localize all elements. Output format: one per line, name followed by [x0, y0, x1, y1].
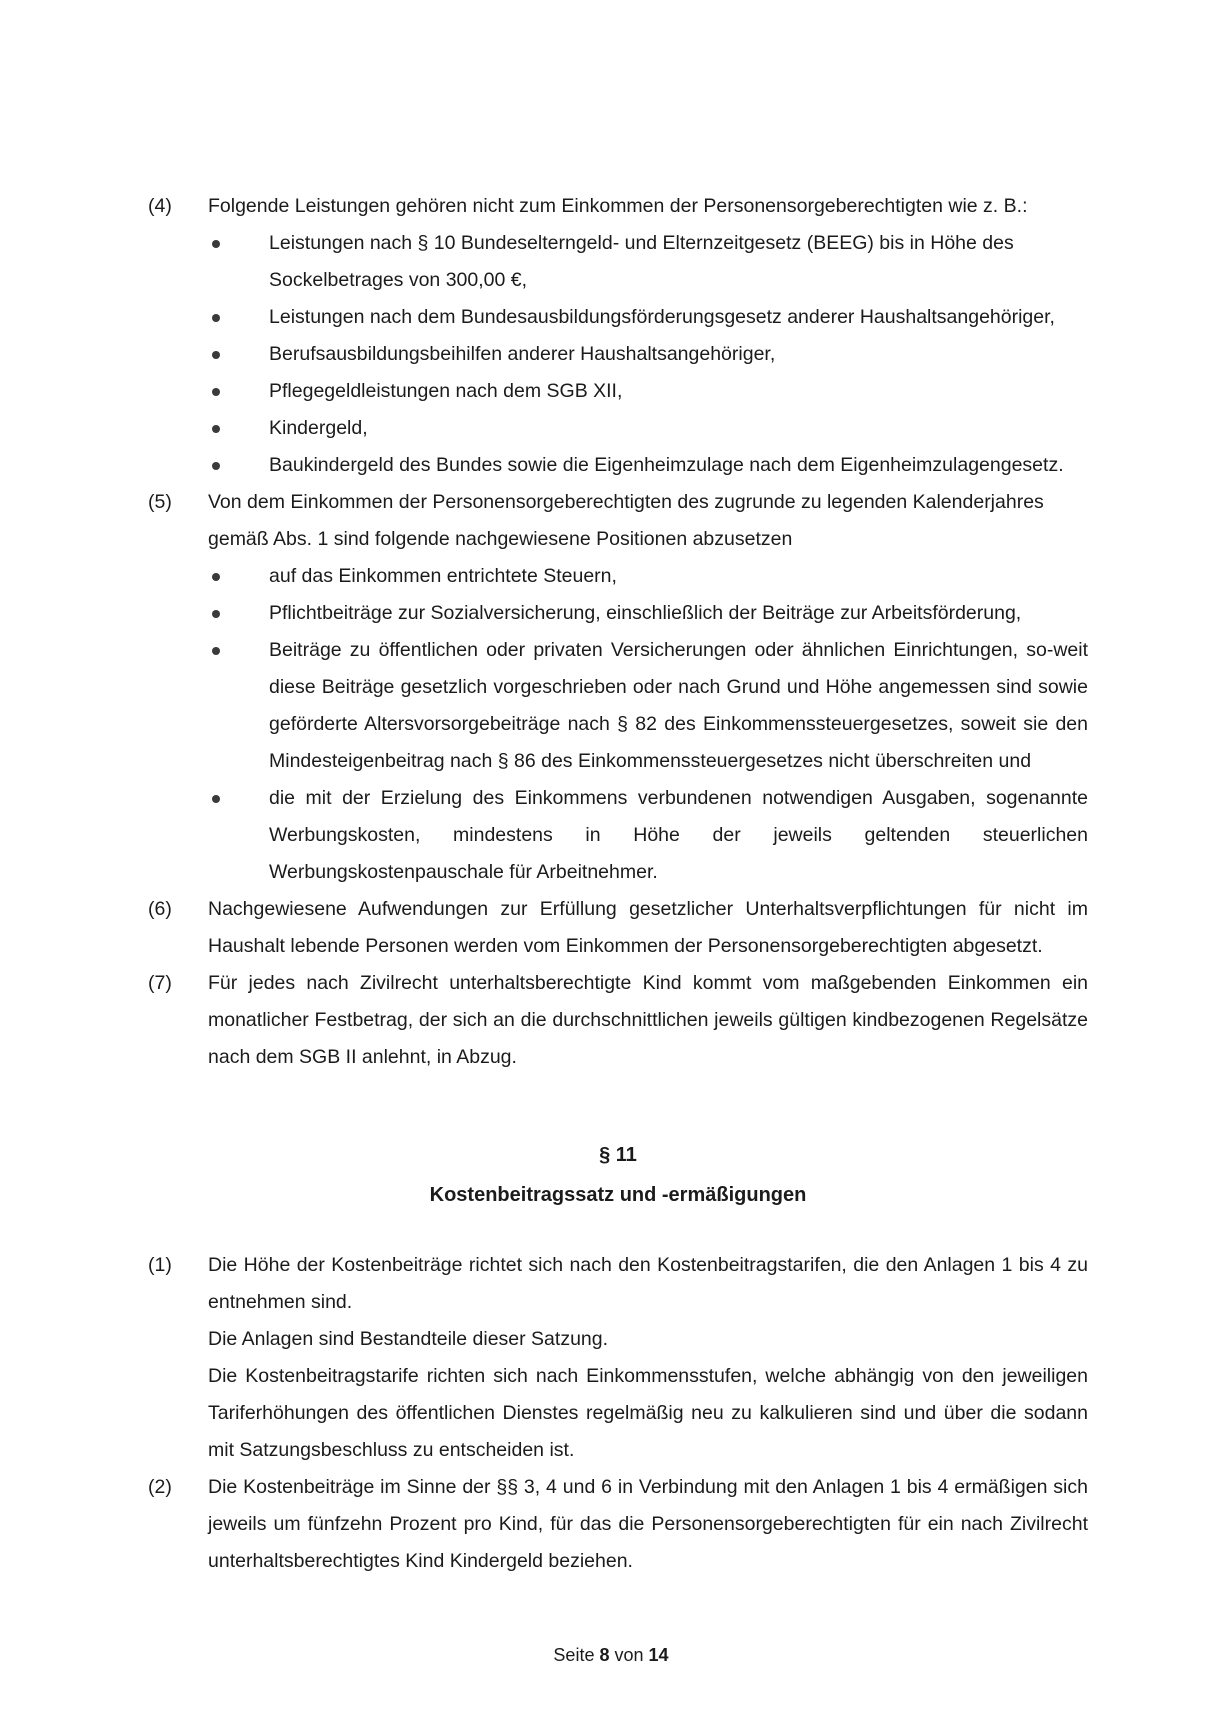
bullet-icon — [212, 425, 220, 433]
paragraph-text: Für jedes nach Zivilrecht unterhaltsberechtigte Kind kommt vom maßgebenden Einkommen ein monatlicher Festbetrag, der sich an die durchschnittlichen jeweils gültigen kindbezogenen Regelsätze nach dem SGB II anlehnt, in Abzug. — [208, 972, 1088, 1068]
list-item: Pflegegeldleistungen nach dem SGB XII, — [208, 373, 1088, 410]
section-11-body — [148, 1247, 1088, 1580]
paragraph-text: Die Höhe der Kostenbeiträge richtet sich nach den Kostenbeitragstarifen, die den Anlagen 1 bis 4 zu entnehmen sind. — [208, 1254, 1088, 1313]
paragraph-7 — [148, 965, 1088, 1076]
bullet-icon — [212, 314, 220, 322]
bullet-icon — [212, 240, 220, 248]
section-title: Kostenbeitragssatz und -ermäßigungen — [429, 1184, 807, 1206]
paragraph-5 — [148, 484, 1088, 891]
paragraph-1 — [148, 1247, 1088, 1469]
paragraph-text: Die Kostenbeiträge im Sinne der §§ 3, 4 und 6 in Verbindung mit den Anlagen 1 bis 4 ermäßigen sich jeweils um fünfzehn Prozent pro Kind, für das die Personensorgeberechtigten für ein nach Zivilrecht unterhaltsberechtigtes Kind Kindergeld beziehen. — [208, 1476, 1088, 1572]
list-item: Berufsausbildungsbeihilfen anderer Haushaltsangehöriger, — [208, 336, 1088, 373]
section-10-continuation — [148, 188, 1088, 1076]
bullet-icon — [212, 351, 220, 359]
paragraph-2 — [148, 1469, 1088, 1580]
paragraph-intro: Von dem Einkommen der Personensorgeberechtigten des zugrunde zu legenden Kalenderjahres gemäß Abs. 1 sind folgende nachgewiesene Positionen abzusetzen — [208, 491, 1044, 550]
paragraph-number: (4) — [148, 195, 172, 217]
list-item: auf das Einkommen entrichtete Steuern, — [208, 558, 1088, 595]
footer-prefix: Seite — [553, 1645, 595, 1665]
bullet-icon — [212, 462, 220, 470]
paragraph-number: (2) — [148, 1476, 172, 1498]
paragraph-text: Nachgewiesene Aufwendungen zur Erfüllung gesetzlicher Unterhaltsverpflichtungen für nicht im Haushalt lebende Personen werden vom Einkommen der Personensorgeberechtigten abgesetzt. — [208, 898, 1088, 957]
footer-total-pages: 14 — [648, 1645, 669, 1665]
bullet-list — [208, 558, 1088, 891]
paragraph-text: Die Kostenbeitragstarife richten sich nach Einkommensstufen, welche abhängig von den jeweiligen Tariferhöhungen des öffentlichen Dienstes regelmäßig neu zu kalkulieren sind und über die sodann mit Satzungsbeschluss zu entscheiden ist. — [208, 1365, 1088, 1461]
bullet-icon — [212, 573, 220, 581]
bullet-icon — [212, 647, 220, 655]
list-item: Kindergeld, — [208, 410, 1088, 447]
bullet-icon — [212, 610, 220, 618]
list-item: die mit der Erzielung des Einkommens verbundenen notwendigen Ausgaben, sogenannte Werbungskosten, mindestens in Höhe der jeweils geltenden steuerlichen Werbungskostenpauschale für Arbeitnehmer. — [208, 780, 1088, 891]
footer-current-page: 8 — [599, 1645, 610, 1665]
bullet-list — [208, 225, 1088, 484]
section-number: § 11 — [599, 1144, 637, 1166]
section-heading — [148, 1135, 1088, 1215]
paragraph-number: (7) — [148, 972, 172, 994]
list-item: Leistungen nach dem Bundesausbildungsförderungsgesetz anderer Haushaltsangehöriger, — [208, 299, 1088, 336]
footer-middle: von — [614, 1645, 644, 1665]
paragraph-number: (6) — [148, 898, 172, 920]
bullet-icon — [212, 388, 220, 396]
paragraph-intro: Folgende Leistungen gehören nicht zum Einkommen der Personensorgeberechtigten wie z. B.: — [208, 195, 1028, 217]
paragraph-number: (5) — [148, 491, 172, 513]
paragraph-4 — [148, 188, 1088, 484]
list-item: Beiträge zu öffentlichen oder privaten Versicherungen oder ähnlichen Einrichtungen, so-weit diese Beiträge gesetzlich vorgeschrieben oder nach Grund und Höhe angemessen sind sowie geförderte Altersvorsorgebeiträge nach § 82 des Einkommenssteuergesetzes, soweit sie den Mindesteigenbeitrag nach § 86 des Einkommenssteuergesetzes nicht überschreiten und — [208, 632, 1088, 780]
paragraph-number: (1) — [148, 1254, 172, 1276]
paragraph-text: Die Anlagen sind Bestandteile dieser Satzung. — [208, 1328, 609, 1350]
list-item: Baukindergeld des Bundes sowie die Eigenheimzulage nach dem Eigenheimzulagengesetz. — [208, 447, 1088, 484]
page-footer — [0, 1645, 1222, 1666]
bullet-icon — [212, 795, 220, 803]
paragraph-6 — [148, 891, 1088, 965]
list-item: Leistungen nach § 10 Bundeselterngeld- und Elternzeitgesetz (BEEG) bis in Höhe des Sockelbetrages von 300,00 €, — [208, 225, 1088, 299]
list-item: Pflichtbeiträge zur Sozialversicherung, einschließlich der Beiträge zur Arbeitsförderung, — [208, 595, 1088, 632]
